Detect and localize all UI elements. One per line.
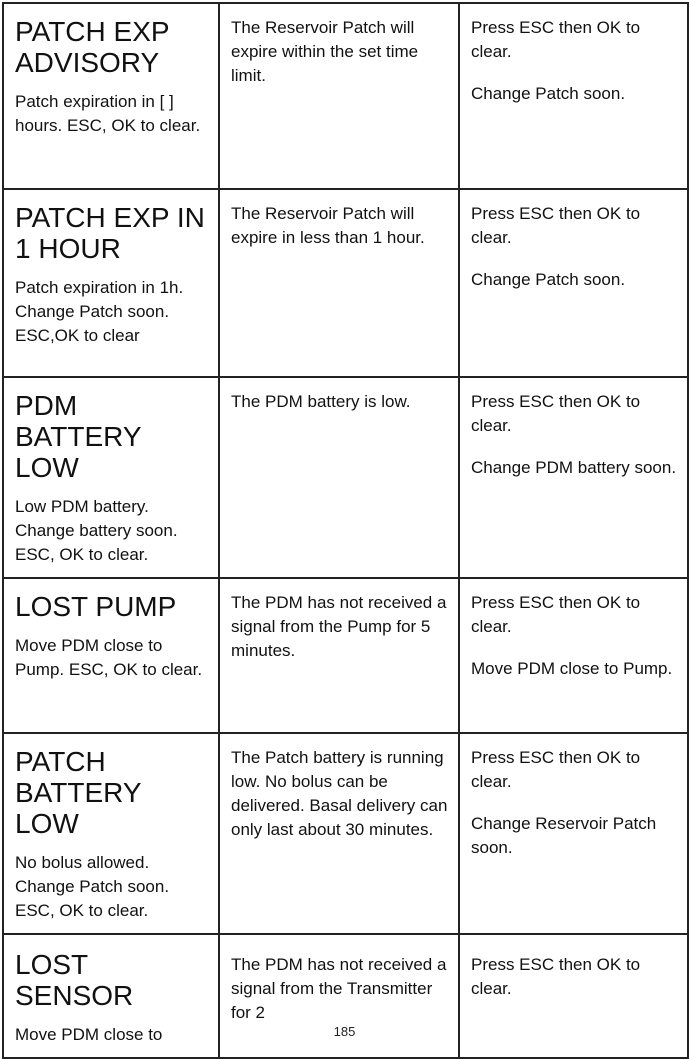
alarm-action-cell: [459, 189, 688, 377]
alarm-action: Press ESC then OK to clear.: [471, 392, 641, 435]
table-row: [3, 3, 688, 189]
alarm-action: Change Patch soon.: [471, 270, 626, 289]
alarm-description: The Patch battery is running low. No bolus can be delivered. Basal delivery can only last about 30 minutes.: [219, 733, 459, 934]
alarm-title: LOST PUMP: [15, 591, 177, 622]
alarm-cell: [3, 3, 219, 189]
page-number: 185: [333, 1024, 356, 1039]
alarm-message: Patch expiration in 1h. Change Patch soon. ESC,OK to clear: [15, 278, 184, 345]
alarm-action-cell: [459, 733, 688, 934]
alarm-cell: [3, 377, 219, 578]
alarm-description: The Reservoir Patch will expire in less than 1 hour.: [219, 189, 459, 377]
table-row: [3, 578, 688, 733]
alarm-action: Press ESC then OK to clear.: [471, 955, 641, 998]
alarm-title: PATCH EXP IN 1 HOUR: [15, 202, 205, 264]
alarm-action-cell: [459, 3, 688, 189]
alarm-action-cell: [459, 934, 688, 1058]
alarm-message: Low PDM battery. Change battery soon. ESC, OK to clear.: [15, 497, 178, 564]
alarm-message: Move PDM close to: [15, 1025, 163, 1044]
alarm-action: Change PDM battery soon.: [471, 458, 677, 477]
alarm-cell: [3, 578, 219, 733]
table-row: [3, 733, 688, 934]
alarm-action: Change Patch soon.: [471, 84, 626, 103]
alarm-table: [2, 2, 689, 1059]
alarm-action: Press ESC then OK to clear.: [471, 593, 641, 636]
alarm-action: Change Reservoir Patch soon.: [471, 814, 657, 857]
alarm-description: The PDM battery is low.: [219, 377, 459, 578]
alarm-message: Patch expiration in [ ] hours. ESC, OK to clear.: [15, 92, 201, 135]
alarm-action-cell: [459, 578, 688, 733]
alarm-action-cell: [459, 377, 688, 578]
table-row: [3, 934, 688, 1058]
alarm-action: Move PDM close to Pump.: [471, 659, 673, 678]
alarm-title: LOST SENSOR: [15, 949, 134, 1011]
table-row: [3, 189, 688, 377]
alarm-description: The PDM has not received a signal from the Transmitter for 2: [219, 934, 459, 1058]
alarm-cell: [3, 189, 219, 377]
alarm-message: Move PDM close to Pump. ESC, OK to clear.: [15, 636, 203, 679]
alarm-action: Press ESC then OK to clear.: [471, 748, 641, 791]
alarm-action: Press ESC then OK to clear.: [471, 18, 641, 61]
alarm-description: The Reservoir Patch will expire within the set time limit.: [219, 3, 459, 189]
alarm-title: PDM BATTERY LOW: [15, 390, 142, 483]
alarm-cell: [3, 733, 219, 934]
alarm-action: Press ESC then OK to clear.: [471, 204, 641, 247]
alarm-title: PATCH BATTERY LOW: [15, 746, 142, 839]
alarm-description: The PDM has not received a signal from the Pump for 5 minutes.: [219, 578, 459, 733]
alarm-title: PATCH EXP ADVISORY: [15, 16, 170, 78]
alarm-message: No bolus allowed. Change Patch soon. ESC, OK to clear.: [15, 853, 170, 920]
alarm-cell: [3, 934, 219, 1058]
table-row: [3, 377, 688, 578]
